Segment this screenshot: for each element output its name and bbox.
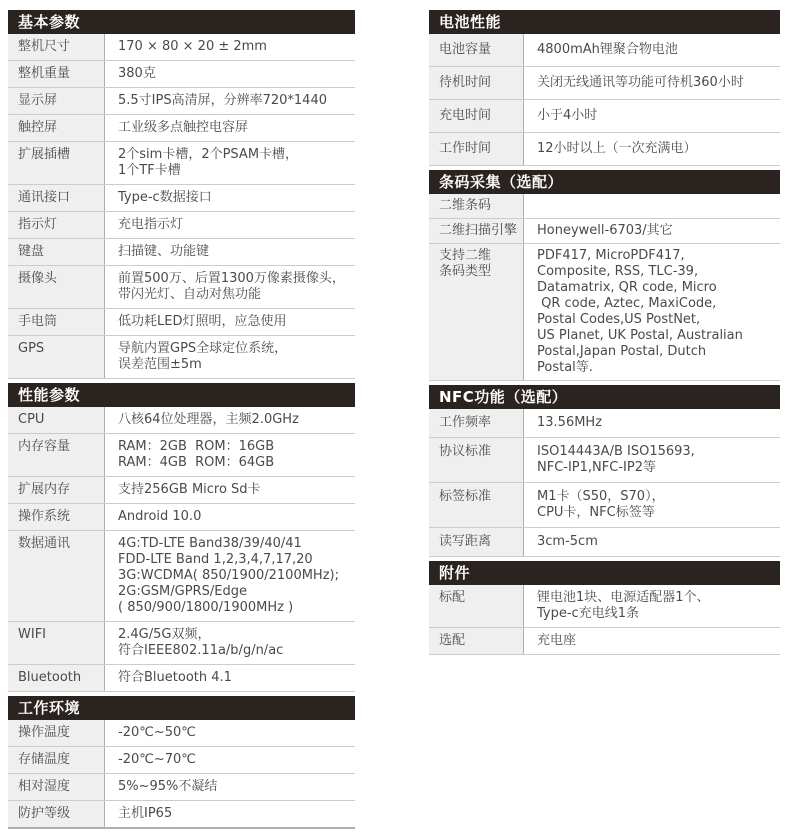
spec-value-line: 带闪光灯、自动对焦功能 bbox=[118, 287, 262, 302]
spec-value-line: Type-c充电线1条 bbox=[537, 606, 639, 621]
spec-value bbox=[105, 34, 355, 60]
section-environment bbox=[8, 696, 355, 829]
spec-value-line: 3G:WCDMA( 850/1900/2100MHz); bbox=[118, 568, 339, 583]
spec-label-line: 二维扫描引擎 bbox=[439, 223, 518, 238]
spec-label-line: GPS bbox=[18, 341, 45, 356]
spec-label-line: 选配 bbox=[439, 633, 466, 648]
spec-label-line: 扩展插槽 bbox=[18, 147, 71, 162]
spec-value bbox=[105, 622, 355, 664]
spec-value bbox=[105, 747, 355, 773]
spec-value-line: 小于4小时 bbox=[537, 108, 598, 123]
spec-label-line: 标签标准 bbox=[439, 489, 492, 504]
spec-value bbox=[105, 477, 355, 503]
spec-value bbox=[105, 720, 355, 746]
spec-row bbox=[429, 67, 780, 100]
spec-label-line: 相对湿度 bbox=[18, 779, 71, 794]
section-title-nfc: NFC功能（选配） bbox=[429, 385, 780, 409]
spec-value-line: Android 10.0 bbox=[118, 509, 202, 524]
spec-value bbox=[105, 504, 355, 530]
spec-value-line: Postal,Japan Postal, Dutch bbox=[537, 344, 707, 359]
spec-label-line: 支持二维 bbox=[439, 248, 492, 263]
spec-label bbox=[8, 747, 105, 773]
spec-value bbox=[105, 266, 355, 308]
spec-value-line: 2个sim卡槽，2个PSAM卡槽， bbox=[118, 147, 299, 162]
spec-row bbox=[8, 309, 355, 336]
section-barcode bbox=[429, 170, 780, 381]
spec-label bbox=[429, 244, 524, 380]
spec-value-line: 主机IP65 bbox=[118, 806, 173, 821]
spec-value bbox=[105, 665, 355, 691]
spec-value-line: QR code, Aztec, MaxiCode, bbox=[537, 296, 717, 311]
spec-value bbox=[105, 531, 355, 621]
section-title-environment: 工作环境 bbox=[8, 696, 355, 720]
spec-row bbox=[429, 133, 780, 166]
spec-row bbox=[8, 61, 355, 88]
spec-row bbox=[8, 801, 355, 829]
spec-label-line: 整机重量 bbox=[18, 66, 71, 81]
spec-row bbox=[8, 665, 355, 692]
spec-label-line: Bluetooth bbox=[18, 670, 82, 685]
spec-label bbox=[8, 477, 105, 503]
spec-row bbox=[8, 34, 355, 61]
spec-value bbox=[105, 61, 355, 87]
spec-row bbox=[429, 219, 780, 244]
section-performance bbox=[8, 383, 355, 692]
spec-value bbox=[524, 194, 780, 218]
spec-value-line: ISO14443A/B ISO15693, bbox=[537, 444, 695, 459]
section-title-performance: 性能参数 bbox=[8, 383, 355, 407]
spec-row bbox=[8, 212, 355, 239]
spec-value bbox=[524, 219, 780, 243]
spec-label bbox=[8, 434, 105, 476]
spec-label-line: 内存容量 bbox=[18, 439, 71, 454]
spec-row bbox=[8, 266, 355, 309]
spec-value bbox=[524, 409, 780, 437]
spec-value-line: -20℃~50℃ bbox=[118, 725, 196, 740]
spec-value-line: 关闭无线通讯等功能可待机360小时 bbox=[537, 75, 744, 90]
spec-label bbox=[8, 407, 105, 433]
section-title-barcode: 条码采集（选配） bbox=[429, 170, 780, 194]
spec-row bbox=[8, 434, 355, 477]
section-battery bbox=[429, 10, 780, 166]
spec-row bbox=[8, 142, 355, 185]
spec-label-line: 键盘 bbox=[18, 244, 45, 259]
spec-label bbox=[8, 239, 105, 265]
spec-value-line: Postal等. bbox=[537, 360, 593, 375]
spec-value-line: PDF417, MicroPDF417, bbox=[537, 248, 685, 263]
spec-value bbox=[105, 142, 355, 184]
section-nfc bbox=[429, 385, 780, 557]
spec-label-line: 防护等级 bbox=[18, 806, 71, 821]
spec-value-line: ( 850/900/1800/1900MHz ) bbox=[118, 600, 294, 615]
spec-row bbox=[429, 528, 780, 557]
spec-value-line: 八核64位处理器，主频2.0GHz bbox=[118, 412, 299, 427]
spec-row bbox=[429, 585, 780, 628]
spec-label bbox=[8, 266, 105, 308]
spec-row bbox=[429, 100, 780, 133]
spec-value-line: RAM：4GB ROM：64GB bbox=[118, 455, 275, 470]
spec-label bbox=[429, 628, 524, 654]
spec-value bbox=[105, 309, 355, 335]
spec-label-line: 充电时间 bbox=[439, 108, 492, 123]
spec-value-line: 充电指示灯 bbox=[118, 217, 184, 232]
spec-value bbox=[105, 774, 355, 800]
spec-label bbox=[8, 665, 105, 691]
spec-label bbox=[8, 142, 105, 184]
spec-row bbox=[8, 622, 355, 665]
section-title-battery: 电池性能 bbox=[429, 10, 780, 34]
spec-value-line: 170 × 80 × 20 ± 2mm bbox=[118, 39, 267, 54]
spec-value-line: NFC-IP1,NFC-IP2等 bbox=[537, 460, 656, 475]
spec-label bbox=[8, 336, 105, 378]
spec-label bbox=[8, 774, 105, 800]
spec-row bbox=[429, 34, 780, 67]
spec-label-line: 数据通讯 bbox=[18, 536, 71, 551]
spec-value bbox=[105, 336, 355, 378]
spec-label bbox=[429, 585, 524, 627]
spec-value bbox=[105, 115, 355, 141]
spec-label bbox=[8, 504, 105, 530]
spec-value-line: 前置500万、后置1300万像素摄像头， bbox=[118, 271, 345, 286]
spec-row bbox=[8, 531, 355, 622]
spec-value bbox=[524, 100, 780, 132]
spec-label-line: 触控屏 bbox=[18, 120, 58, 135]
spec-label-line: 待机时间 bbox=[439, 75, 492, 90]
spec-value-line: US Planet, UK Postal, Australian bbox=[537, 328, 743, 343]
spec-value-line: RAM：2GB ROM：16GB bbox=[118, 439, 275, 454]
spec-label-line: 扩展内存 bbox=[18, 482, 71, 497]
spec-row bbox=[8, 720, 355, 747]
spec-row bbox=[8, 185, 355, 212]
spec-label bbox=[429, 100, 524, 132]
spec-label bbox=[8, 34, 105, 60]
spec-value bbox=[105, 801, 355, 827]
spec-value-line: 符合Bluetooth 4.1 bbox=[118, 670, 232, 685]
spec-value-line: 4800mAh锂聚合物电池 bbox=[537, 42, 678, 57]
spec-value-line: Postal Codes,US PostNet, bbox=[537, 312, 701, 327]
spec-value-line: 锂电池1块、电源适配器1个、 bbox=[537, 590, 710, 605]
spec-label-line: 读写距离 bbox=[439, 534, 492, 549]
spec-label bbox=[8, 801, 105, 827]
spec-label bbox=[429, 438, 524, 482]
spec-label bbox=[8, 622, 105, 664]
section-title-basic: 基本参数 bbox=[8, 10, 355, 34]
spec-value-line: 支持256GB Micro Sd卡 bbox=[118, 482, 261, 497]
spec-label-line: 工作频率 bbox=[439, 415, 492, 430]
spec-row bbox=[429, 483, 780, 528]
spec-value bbox=[105, 434, 355, 476]
spec-label-line: WIFI bbox=[18, 627, 46, 642]
spec-value bbox=[524, 34, 780, 66]
spec-value bbox=[105, 239, 355, 265]
left-column bbox=[8, 10, 355, 829]
spec-value bbox=[524, 67, 780, 99]
spec-value-line: 1个TF卡槽 bbox=[118, 163, 181, 178]
spec-row bbox=[8, 115, 355, 142]
spec-row bbox=[8, 504, 355, 531]
spec-label bbox=[8, 61, 105, 87]
spec-label-line: 协议标准 bbox=[439, 444, 492, 459]
spec-value bbox=[524, 585, 780, 627]
spec-label-line: 电池容量 bbox=[439, 42, 492, 57]
spec-label-line: 操作温度 bbox=[18, 725, 71, 740]
spec-value-line: 5.5寸IPS高清屏，分辨率720*1440 bbox=[118, 93, 327, 108]
spec-label bbox=[429, 67, 524, 99]
spec-value-line: Datamatrix, QR code, Micro bbox=[537, 280, 717, 295]
spec-value-line: 低功耗LED灯照明，应急使用 bbox=[118, 314, 287, 329]
spec-value-line: Honeywell-6703/其它 bbox=[537, 223, 673, 238]
spec-label-line: 显示屏 bbox=[18, 93, 58, 108]
spec-label-line: 二维条码 bbox=[439, 198, 492, 213]
spec-label-line: 操作系统 bbox=[18, 509, 71, 524]
spec-row bbox=[429, 194, 780, 219]
spec-label bbox=[429, 194, 524, 218]
spec-value bbox=[524, 483, 780, 527]
spec-label bbox=[429, 528, 524, 556]
spec-label bbox=[8, 531, 105, 621]
spec-value bbox=[524, 133, 780, 165]
spec-row bbox=[8, 774, 355, 801]
spec-value-line: 充电座 bbox=[537, 633, 577, 648]
spec-value-line: 12小时以上（一次充满电） bbox=[537, 141, 697, 156]
spec-value-line: M1卡（S50，S70）， bbox=[537, 489, 665, 504]
spec-label-line: 通讯接口 bbox=[18, 190, 71, 205]
spec-value bbox=[524, 528, 780, 556]
spec-row bbox=[8, 239, 355, 266]
spec-label-line: 指示灯 bbox=[18, 217, 58, 232]
spec-label bbox=[8, 115, 105, 141]
spec-value-line: 2G:GSM/GPRS/Edge bbox=[118, 584, 247, 599]
section-basic bbox=[8, 10, 355, 379]
spec-value-line: Composite, RSS, TLC-39, bbox=[537, 264, 699, 279]
spec-value-line: 符合IEEE802.11a/b/g/n/ac bbox=[118, 643, 284, 658]
spec-value bbox=[524, 438, 780, 482]
spec-label bbox=[8, 720, 105, 746]
spec-value-line: 工业级多点触控电容屏 bbox=[118, 120, 249, 135]
spec-label-line: CPU bbox=[18, 412, 45, 427]
spec-label-line: 手电筒 bbox=[18, 314, 58, 329]
section-title-accessories: 附件 bbox=[429, 561, 780, 585]
spec-label bbox=[8, 309, 105, 335]
spec-value-line: 380克 bbox=[118, 66, 156, 81]
spec-label bbox=[8, 88, 105, 114]
spec-value-line: 13.56MHz bbox=[537, 415, 603, 430]
spec-value-line: 误差范围±5m bbox=[118, 357, 202, 372]
spec-label-line: 工作时间 bbox=[439, 141, 492, 156]
spec-label bbox=[8, 185, 105, 211]
spec-value bbox=[524, 628, 780, 654]
spec-value bbox=[105, 407, 355, 433]
spec-row bbox=[429, 438, 780, 483]
section-accessories bbox=[429, 561, 780, 655]
spec-value bbox=[524, 244, 780, 380]
spec-row bbox=[429, 409, 780, 438]
spec-label-line: 条码类型 bbox=[439, 264, 492, 279]
spec-row bbox=[8, 407, 355, 434]
spec-label bbox=[429, 409, 524, 437]
spec-row bbox=[8, 88, 355, 115]
spec-label bbox=[8, 212, 105, 238]
spec-label-line: 存储温度 bbox=[18, 752, 71, 767]
spec-value-line: -20℃~70℃ bbox=[118, 752, 196, 767]
spec-value-line: 5%~95%不凝结 bbox=[118, 779, 218, 794]
spec-value-line: 导航内置GPS全球定位系统， bbox=[118, 341, 288, 356]
spec-label-line: 摄像头 bbox=[18, 271, 58, 286]
spec-label bbox=[429, 133, 524, 165]
spec-row bbox=[8, 477, 355, 504]
spec-label bbox=[429, 34, 524, 66]
spec-value bbox=[105, 185, 355, 211]
spec-value-line: FDD-LTE Band 1,2,3,4,7,17,20 bbox=[118, 552, 313, 567]
spec-row bbox=[429, 244, 780, 381]
spec-row bbox=[429, 628, 780, 655]
spec-value-line: Type-c数据接口 bbox=[118, 190, 212, 205]
spec-value-line: CPU卡，NFC标签等 bbox=[537, 505, 655, 520]
spec-row bbox=[8, 336, 355, 379]
spec-value-line: 2.4G/5G双频， bbox=[118, 627, 211, 642]
spec-value-line: 3cm-5cm bbox=[537, 534, 598, 549]
right-column bbox=[429, 10, 780, 655]
spec-label bbox=[429, 219, 524, 243]
spec-label-line: 标配 bbox=[439, 590, 466, 605]
spec-value bbox=[105, 88, 355, 114]
spec-value-line: 4G:TD-LTE Band38/39/40/41 bbox=[118, 536, 302, 551]
spec-row bbox=[8, 747, 355, 774]
spec-label bbox=[429, 483, 524, 527]
spec-label-line: 整机尺寸 bbox=[18, 39, 71, 54]
spec-value bbox=[105, 212, 355, 238]
spec-value-line: 扫描键、功能键 bbox=[118, 244, 210, 259]
